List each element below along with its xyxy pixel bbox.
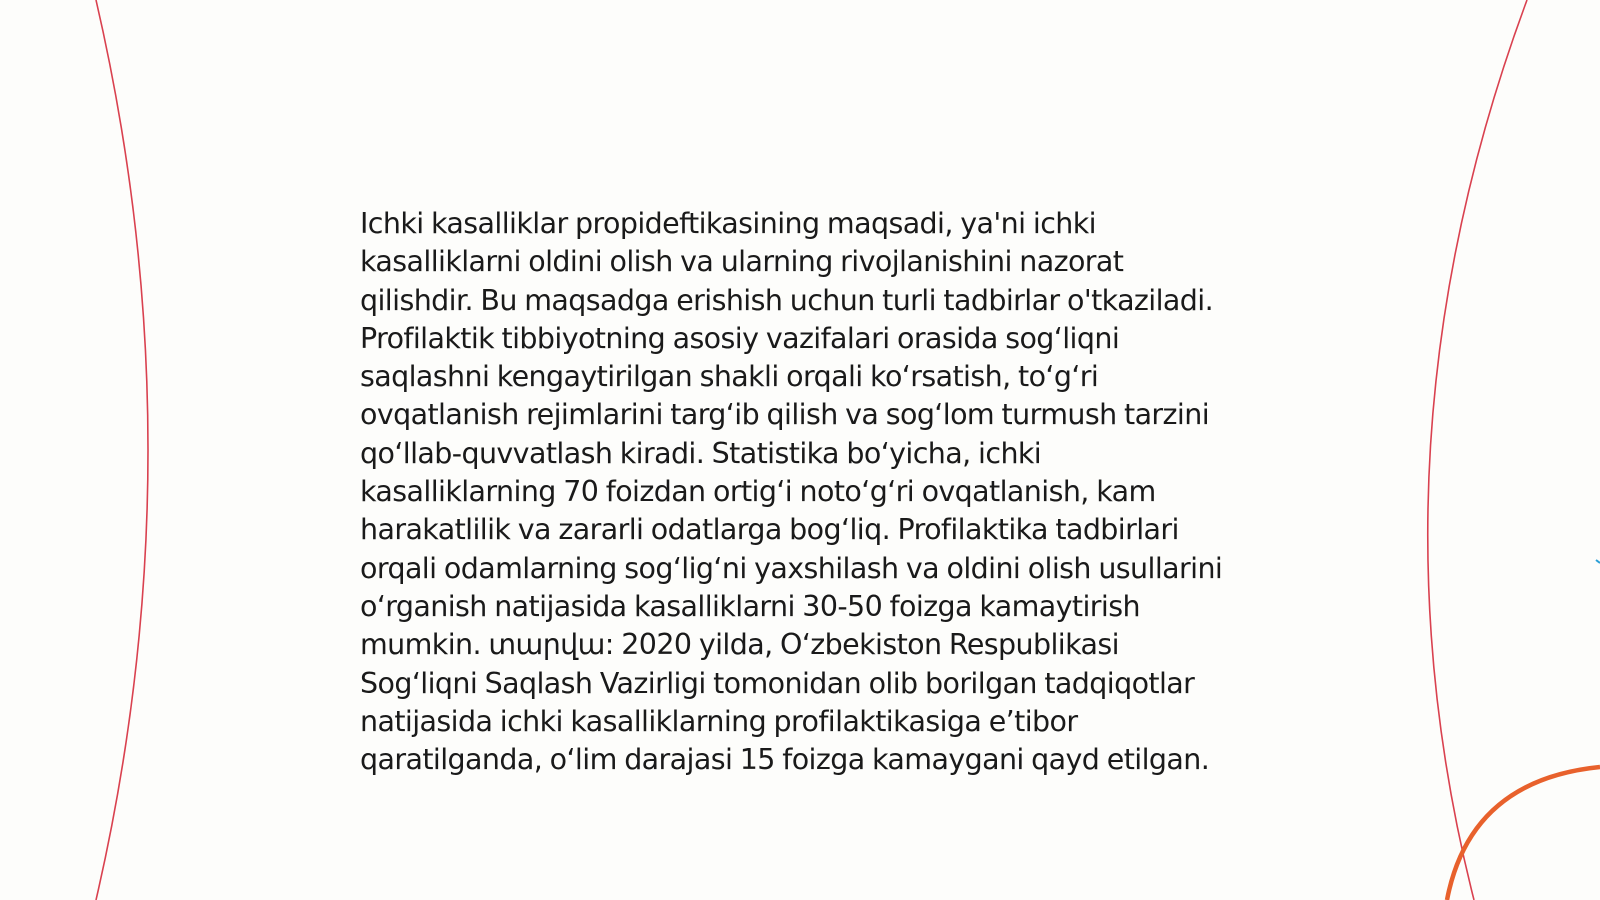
accent-arc bbox=[1447, 767, 1600, 900]
right-curve-line bbox=[1428, 0, 1527, 900]
slide-body-text: Ichki kasalliklar propideftikasining maqsadi, ya'ni ichki kasalliklarni oldini olish va ularning rivojlanishini nazorat qilishdir. Bu maqsadga erishish uchun turli tadbirlar o'tkaziladi. Profilaktik tibbiyotning asosiy vazifalari orasida sog‘liqni saqlashni kengaytirilgan shakli orqali ko‘rsatish, to‘g‘ri ovqatlanish rejimlarini targ‘ib qilish va sog‘lom turmush tarzini qo‘llab-quvvatlash kiradi. Statistika bo‘yicha, ichki kasalliklarning 70 foizdan ortig‘i noto‘g‘ri ovqatlanish, kam harakatlilik va zararli odatlarga bog‘liq. Profilaktika tadbirlari orqali odamlarning sog‘lig‘ni yaxshilash va oldini olish usullarini o‘rganish natijasida kasalliklarni 30-50 foizga kamaytirish mumkin. տարվա: 2020 yilda, O‘zbekiston Respublikasi Sog‘liqni Saqlash Vazirligi tomonidan olib borilgan tadqiqotlar natijasida ichki kasalliklarning profilaktikasiga e’tibor qaratilganda, o‘lim darajasi 15 foizga kamaygani qayd etilgan. bbox=[360, 207, 1223, 777]
accent-dot bbox=[1596, 560, 1600, 563]
left-curve-line bbox=[96, 0, 148, 900]
